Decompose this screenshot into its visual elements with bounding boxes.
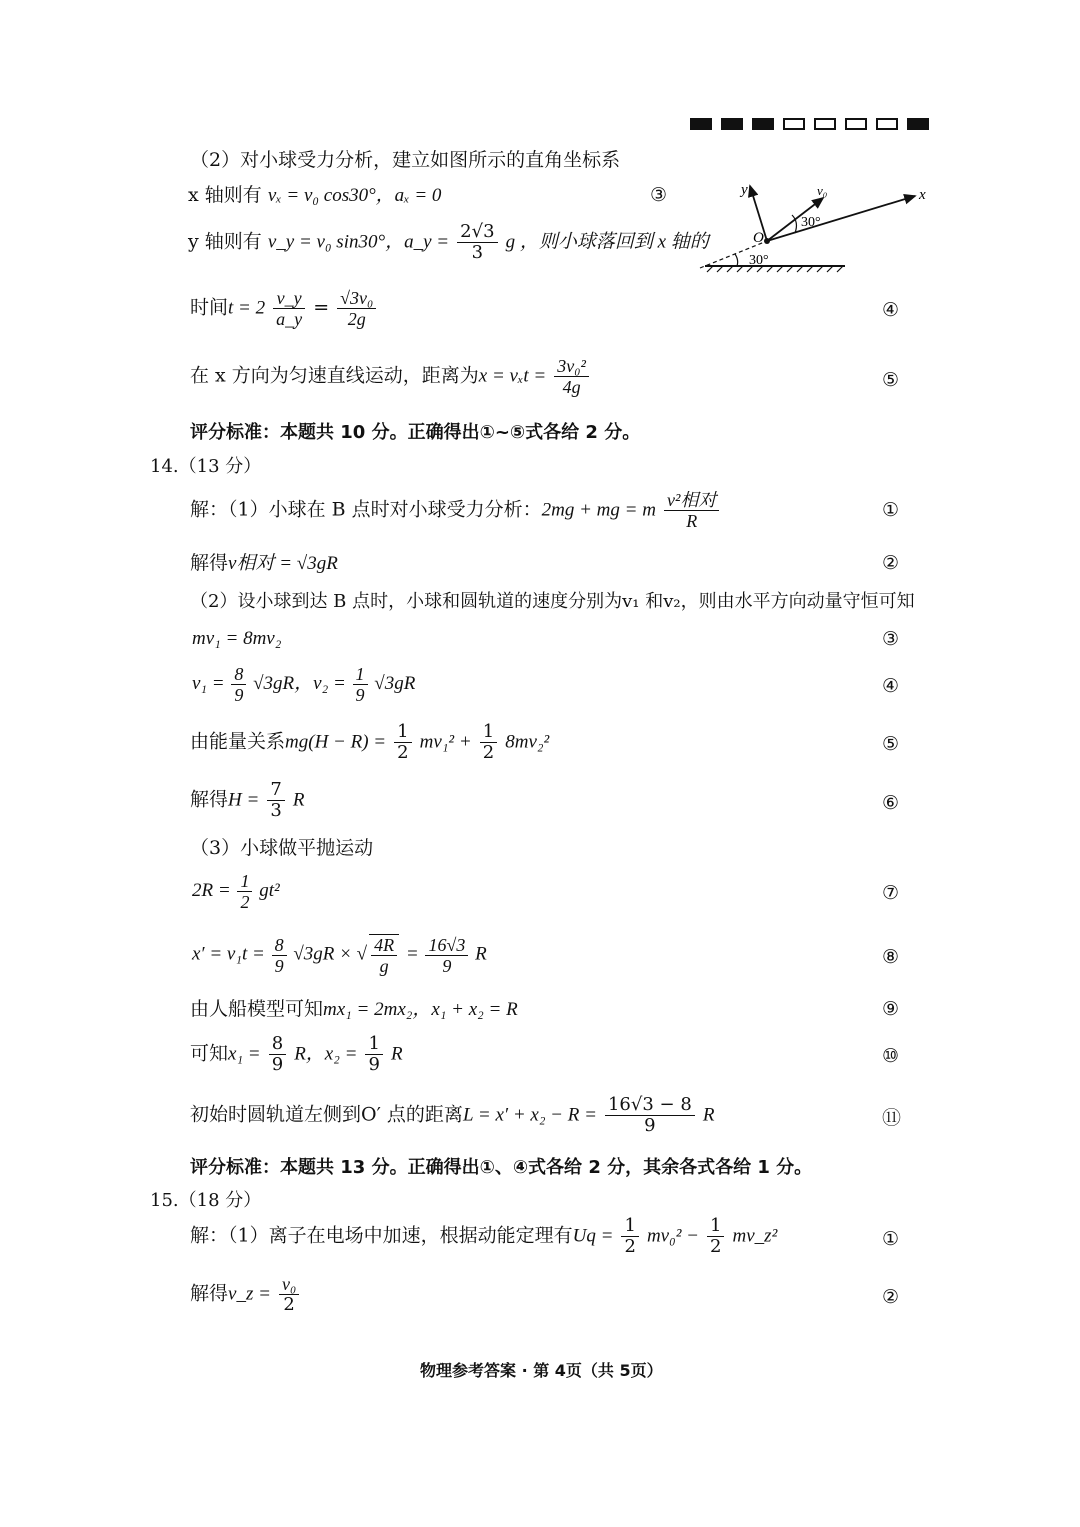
q14-line11: 由人船模型可知mx₁ = 2mx₂，x₁ + x₂ = R xyxy=(190,998,518,1020)
origin-point xyxy=(764,238,770,244)
angle-label-lower: 30° xyxy=(749,253,769,268)
header-block xyxy=(845,118,867,130)
q14-title: 14.（13 分） xyxy=(150,456,262,477)
q14-line8: （3）小球做平抛运动 xyxy=(190,837,374,859)
q14-line3: （2）设小球到达 B 点时，小球和圆轨道的速度分别为v₁ 和v₂，则由水平方向动量守恒可知 xyxy=(190,591,915,612)
q15-title: 15.（18 分） xyxy=(150,1190,262,1211)
eq-marker: ① xyxy=(882,1228,900,1250)
header-block xyxy=(721,118,743,130)
q15-line2: 解得v_z = $\frac{\text{v₀}}{2}$ xyxy=(190,1274,301,1315)
q14-scoring: 评分标准：本题共 13 分。正确得出①、④式各给 2 分，其余各式各给 1 分。 xyxy=(190,1157,813,1178)
eq-marker: ⑧ xyxy=(882,946,900,968)
eq-marker: ⑦ xyxy=(882,882,900,904)
q14-line6: 由能量关系mg(H − R) = $\frac{1}{2}$ mv₁² + $\frac{1}{2}$ 8mv₂² xyxy=(190,721,550,763)
angle-label-upper: 30° xyxy=(801,215,821,230)
eq-marker: ④ xyxy=(882,675,900,697)
v0-label: v₀ xyxy=(817,183,828,198)
q13-time-line: 时间t = 2 $\frac{v\_y}{a\_y}$ = $\frac{\text{√3v₀}}{2g}$ xyxy=(190,288,378,329)
eq-marker: ① xyxy=(882,499,900,521)
q14-line10: x′ = v₁t = $\frac{8}{9}$ √3gR × √ $\frac{4R}{g}$ = $\frac{16√3}{9}$ R xyxy=(192,934,487,976)
q13-yaxis-line: y 轴则有 v_y = v₀ sin30°，a_y = $\frac{2√3}{3}$ g ，则小球落回到 x 轴的 xyxy=(188,221,709,263)
eq-marker: ⑤ xyxy=(882,733,900,755)
q14-line1: 解：（1）小球在 B 点时对小球受力分析：2mg + mg = m $\frac{\text{v²相对}}{R}$ xyxy=(190,490,721,531)
header-block xyxy=(690,118,712,130)
header-block xyxy=(783,118,805,130)
q15-line1: 解：（1）离子在电场中加速，根据动能定理有Uq = $\frac{1}{2}$ mv₀² − $\frac{1}{2}$ mv_z² xyxy=(190,1215,778,1257)
q14-line12: 可知x₁ = $\frac{8}{9}$ R，x₂ = $\frac{1}{9}$ R xyxy=(190,1033,403,1075)
eq-marker: ⑤ xyxy=(882,369,900,391)
eq-marker: ④ xyxy=(882,299,900,321)
q14-line2: 解得v相对 = √3gR xyxy=(190,552,338,574)
eq-marker: ② xyxy=(882,1286,900,1308)
q14-line9: 2R = $\frac{1}{2}$ gt² xyxy=(192,871,280,912)
header-block xyxy=(876,118,898,130)
q13-part2: （2）对小球受力分析，建立如图所示的直角坐标系 xyxy=(190,149,621,171)
header-block xyxy=(752,118,774,130)
q13-xaxis-line: x 轴则有 vₓ = v₀ cos30°，aₓ = 0 xyxy=(188,184,442,206)
page-header-blocks xyxy=(690,115,938,134)
eq-marker: ⑪ xyxy=(882,1107,902,1129)
q13-scoring: 评分标准：本题共 10 分。正确得出①~⑤式各给 2 分。 xyxy=(190,422,641,443)
eq-marker: ⑩ xyxy=(882,1045,900,1067)
header-block xyxy=(814,118,836,130)
eq-marker: ⑨ xyxy=(882,998,900,1020)
angle-arc-upper xyxy=(792,215,796,233)
eq-marker: ③ xyxy=(650,184,668,206)
page-footer: 物理参考答案 · 第 4页（共 5页） xyxy=(420,1361,663,1380)
eq-marker: ③ xyxy=(882,628,900,650)
q14-line7: 解得H = $\frac{7}{3}$ R xyxy=(190,779,305,821)
q13-xdir-line: 在 x 方向为匀速直线运动，距离为x = vₓt = $\frac{\text{3v₀²}}{4g}$ xyxy=(190,356,591,397)
x-label: x xyxy=(919,187,926,203)
q14-line4: mv₁ = 8mv₂ xyxy=(192,628,282,649)
header-block xyxy=(907,118,929,130)
coordinate-diagram xyxy=(695,178,935,278)
eq-marker: ② xyxy=(882,552,900,574)
q14-line13: 初始时圆轨道左侧到O′ 点的距离L = x′ + x₂ − R = $\frac{16√3 - 8}{9}$ R xyxy=(190,1094,715,1136)
origin-label: O xyxy=(753,230,764,246)
angle-arc-lower xyxy=(735,254,738,266)
eq-marker: ⑥ xyxy=(882,792,900,814)
x-axis-arrow xyxy=(767,196,915,241)
y-label: y xyxy=(741,182,748,198)
q14-line5: v₁ = $\frac{8}{9}$ √3gR，v₂ = $\frac{1}{9}$ √3gR xyxy=(192,664,416,705)
